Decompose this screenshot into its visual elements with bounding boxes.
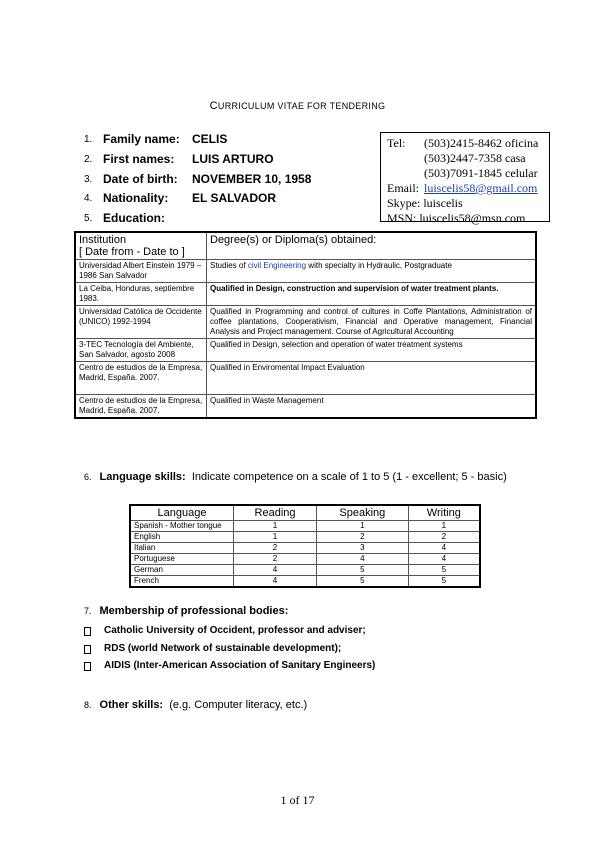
language-table (129, 504, 481, 588)
field-number: 1. (84, 134, 93, 145)
table-row: Portuguese 2 4 4 (130, 554, 480, 565)
contact-email: Email: luiscelis58@gmail.com (387, 181, 538, 195)
education-header-degree: Degree(s) or Diploma(s) obtained: (207, 232, 537, 260)
field-value: CELIS (192, 132, 228, 146)
other-skills-heading: 8. Other skills: (e.g. Computer literacy, etc.) (84, 699, 308, 711)
education-header-row (75, 232, 536, 260)
bullet-box-icon (84, 662, 91, 671)
reading-header: Reading (234, 505, 317, 521)
language-header-row (130, 505, 480, 521)
table-row (75, 362, 536, 395)
writing-header: Writing (408, 505, 480, 521)
document-title: CURRICULUM VITAE FOR TENDERING (209, 100, 386, 112)
field-number: 3. (84, 174, 93, 185)
bullet-box-icon (84, 627, 91, 636)
field-value: NOVEMBER 10, 1958 (192, 172, 312, 186)
page-number: 1 of 17 (280, 793, 315, 807)
education-degree: Qualified in Design, construction and supervision of water treatment plants. (207, 283, 537, 306)
table-row: French 4 5 5 (130, 576, 480, 588)
bullet-box-icon (84, 645, 91, 654)
contact-msn: MSN: luiscelis58@msn.com (387, 211, 526, 225)
education-header-institution: Institution [ Date from - Date to ] (75, 232, 207, 260)
education-degree: Qualified in Programming and control of cultures in Coffe Plantations, Administration of coffee plantations, Cooperativism, Financial and Operative management, Financial Analysis and Project management. Course of Agricultural Accounting (207, 306, 537, 339)
language-skills-heading: 6. Language skills: Indicate competence on a scale of 1 to 5 (1 - excellent; 5 - basic) (84, 471, 507, 483)
table-row: Italian 2 3 4 (130, 543, 480, 554)
education-table (74, 231, 537, 419)
field-label: Family name: (103, 132, 180, 146)
field-value: EL SALVADOR (192, 191, 277, 205)
table-row (75, 306, 536, 339)
table-row (75, 395, 536, 419)
field-number: 2. (84, 154, 93, 165)
education-institution: 3-TEC Tecnología del Ambiente, San Salvador, agosto 2008 (75, 339, 207, 362)
table-row (75, 339, 536, 362)
field-label: Date of birth: (103, 172, 178, 186)
field-label: Nationality: (103, 191, 169, 205)
education-degree: Qualified in Enviromental Impact Evaluation (207, 362, 537, 395)
language-header: Language (130, 505, 234, 521)
education-degree: Qualified in Design, selection and operation of water treatment systems (207, 339, 537, 362)
contact-box (380, 132, 550, 225)
contact-tel: Tel: (503)2415-8462 oficina (387, 136, 539, 150)
education-institution: Centro de estudios de la Empresa, Madrid, España. 2007. (75, 362, 207, 395)
contact-tel-3: (503)7091-1845 celular (424, 166, 538, 180)
table-row: German 4 5 5 (130, 565, 480, 576)
contact-skype: Skype: luiscelis (387, 196, 463, 210)
field-label: First names: (103, 152, 175, 166)
field-number: 5. (84, 213, 93, 224)
table-row: English 1 2 2 (130, 532, 480, 543)
email-link[interactable]: luiscelis58@gmail.com (424, 181, 538, 195)
education-institution: Universidad Albert Einstein 1979 – 1986 San Salvador (75, 260, 207, 283)
contact-tel-2: (503)2447-7358 casa (424, 151, 526, 165)
field-value: LUIS ARTURO (192, 152, 274, 166)
education-degree: Studies of civil Engineering with specialty in Hydraulic, Postgraduate (207, 260, 537, 283)
speaking-header: Speaking (317, 505, 409, 521)
field-number: 4. (84, 193, 93, 204)
table-row (75, 283, 536, 306)
table-row (75, 260, 536, 283)
table-row: Spanish - Mother tongue 1 1 1 (130, 521, 480, 532)
membership-heading: 7. Membership of professional bodies: (84, 605, 289, 617)
education-institution: Universidad Católica de Occidente (UNICO) 1992-1994 (75, 306, 207, 339)
field-label: Education: (103, 211, 165, 225)
education-institution: La Ceiba, Honduras, septiembre 1983. (75, 283, 207, 306)
education-institution: Centro de estudios de la Empresa, Madrid, España. 2007. (75, 395, 207, 419)
education-degree: Qualified in Waste Management (207, 395, 537, 419)
